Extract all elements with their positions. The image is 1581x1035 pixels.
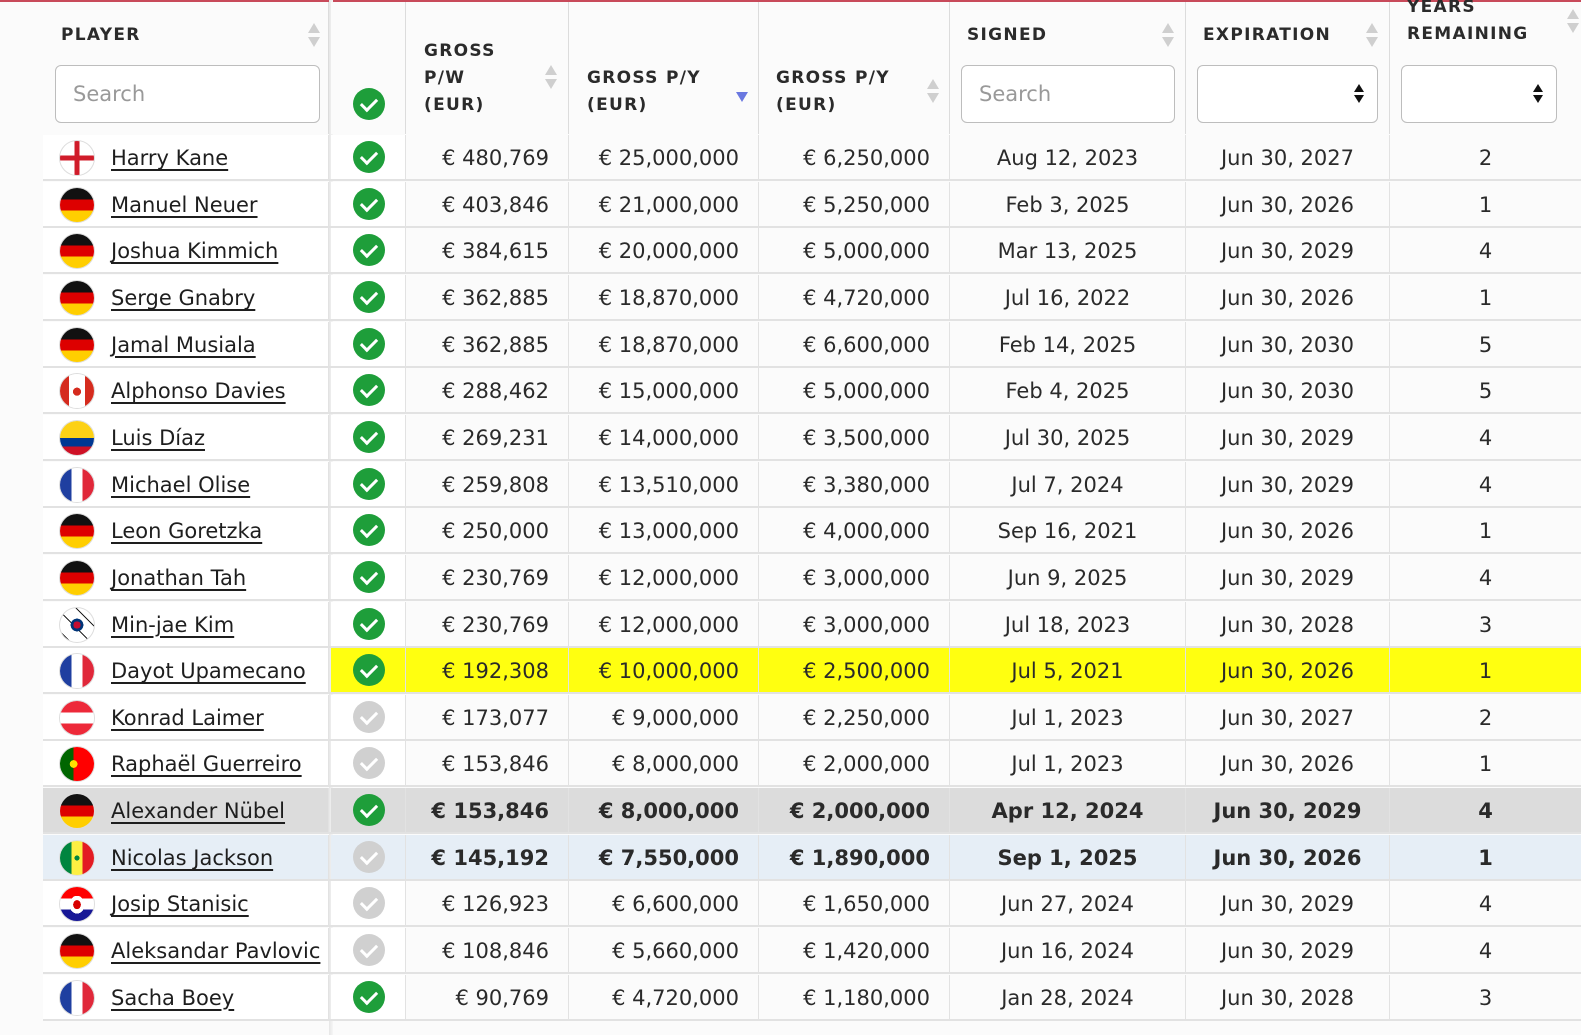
check-icon[interactable] [353, 514, 385, 546]
check-cell [331, 602, 406, 646]
signed-cell: Aug 12, 2023 [950, 135, 1186, 179]
years-cell: 1 [1478, 192, 1493, 217]
player-cell [43, 508, 329, 552]
years-cell: 4 [1478, 425, 1493, 450]
colombia-flag-icon [60, 421, 94, 455]
expiration-cell: Jun 30, 2028 [1186, 975, 1390, 1019]
signed-cell: Sep 1, 2025 [950, 835, 1186, 879]
canada-flag-icon [60, 374, 94, 408]
germany-flag-icon [60, 281, 94, 315]
expiration-cell: Jun 30, 2030 [1186, 322, 1390, 366]
expiration-cell: Jun 30, 2029 [1186, 555, 1390, 599]
years-cell: 4 [1478, 892, 1493, 917]
gross-py2-cell: € 2,000,000 [759, 788, 950, 832]
player-name-link[interactable]: Luis Díaz [111, 425, 205, 450]
gross-pw-cell: € 362,885 [406, 322, 569, 366]
check-cell [331, 275, 406, 319]
gross-pw-cell: € 259,808 [406, 462, 569, 506]
check-icon[interactable] [353, 841, 385, 873]
expiration-cell: Jun 30, 2028 [1186, 602, 1390, 646]
header-gross-py-label [587, 65, 701, 119]
gross-py2-cell: € 2,500,000 [759, 648, 950, 692]
years-cell: 1 [1478, 285, 1493, 310]
table-row[interactable] [43, 881, 1581, 927]
gross-pw-cell: € 108,846 [406, 928, 569, 972]
gross-py-cell: € 5,660,000 [569, 928, 759, 972]
signed-cell: Feb 4, 2025 [950, 368, 1186, 412]
england-flag-icon [60, 141, 94, 175]
gross-py-cell: € 14,000,000 [569, 415, 759, 459]
player-cell [43, 462, 329, 506]
sort-player-icon[interactable] [308, 23, 320, 49]
header-check [331, 2, 406, 134]
check-cell [331, 788, 406, 832]
gross-py2-cell: € 3,000,000 [759, 602, 950, 646]
header-gross-py2-label [776, 65, 890, 119]
expiration-cell: Jun 30, 2029 [1186, 462, 1390, 506]
check-cell [331, 928, 406, 972]
gross-py-cell: € 10,000,000 [569, 648, 759, 692]
signed-cell: Jul 7, 2024 [950, 462, 1186, 506]
player-name-link[interactable]: Alphonso Davies [111, 379, 286, 404]
croatia-flag-icon [60, 887, 94, 921]
gross-py-cell: € 18,870,000 [569, 322, 759, 366]
check-cell [331, 881, 406, 925]
header-gross-py2-line1: GROSS P/Y [776, 68, 890, 88]
years-cell: 4 [1478, 565, 1493, 590]
header-gross-py2[interactable] [759, 2, 950, 134]
header-signed-label: SIGNED [967, 25, 1048, 45]
gross-py-cell: € 8,000,000 [569, 741, 759, 785]
header-gross-py-line2: (EUR) [587, 95, 648, 115]
gross-pw-cell: € 250,000 [406, 508, 569, 552]
signed-cell: Feb 3, 2025 [950, 182, 1186, 226]
player-name-link[interactable]: Raphaël Guerreiro [111, 752, 302, 777]
player-cell [43, 415, 329, 459]
sort-expiration-icon[interactable] [1366, 23, 1378, 49]
player-name-link[interactable]: Nicolas Jackson [111, 845, 274, 870]
check-icon[interactable] [353, 561, 385, 593]
years-cell: 1 [1390, 648, 1581, 692]
expiration-cell: Jun 30, 2026 [1186, 182, 1390, 226]
expiration-cell: Jun 30, 2027 [1186, 695, 1390, 739]
header-signed[interactable] [950, 2, 1186, 134]
germany-flag-icon [60, 934, 94, 968]
expiration-cell: Jun 30, 2029 [1186, 228, 1390, 272]
player-cell [43, 135, 329, 179]
table-row[interactable] [43, 182, 1581, 228]
gross-pw-cell: € 173,077 [406, 695, 569, 739]
gross-pw-cell: € 153,846 [406, 788, 569, 832]
player-cell [43, 182, 329, 226]
expiration-cell: Jun 30, 2029 [1186, 415, 1390, 459]
years-cell: 5 [1478, 332, 1493, 357]
player-cell [43, 788, 329, 832]
germany-flag-icon [60, 794, 94, 828]
expiration-cell: Jun 30, 2026 [1186, 508, 1390, 552]
check-cell [331, 415, 406, 459]
gross-py-cell: € 4,720,000 [569, 975, 759, 1019]
signed-cell: Mar 13, 2025 [950, 228, 1186, 272]
gross-py-cell: € 12,000,000 [569, 555, 759, 599]
years-select-arrow-icon [1533, 84, 1543, 104]
gross-pw-cell: € 153,846 [406, 741, 569, 785]
check-cell [331, 555, 406, 599]
header-gross-py2-line2: (EUR) [776, 95, 837, 115]
header-player-label: PLAYER [61, 25, 141, 45]
player-cell [43, 555, 329, 599]
check-cell [331, 228, 406, 272]
check-cell [331, 975, 406, 1019]
years-cell: 1 [1390, 835, 1581, 879]
check-icon[interactable] [353, 421, 385, 453]
france-flag-icon [60, 468, 94, 502]
check-icon[interactable] [353, 188, 385, 220]
check-icon[interactable] [353, 794, 385, 826]
gross-py-cell: € 13,510,000 [569, 462, 759, 506]
check-icon[interactable] [353, 934, 385, 966]
player-name-link[interactable]: Alexander Nübel [111, 799, 286, 824]
gross-pw-cell: € 269,231 [406, 415, 569, 459]
player-name-link[interactable]: Jamal Musiala [111, 332, 256, 357]
korea-flag-icon [60, 608, 94, 642]
table-row[interactable] [43, 928, 1581, 974]
gross-py-cell: € 6,600,000 [569, 881, 759, 925]
header-years-label [1407, 0, 1529, 48]
gross-py2-cell: € 5,250,000 [759, 182, 950, 226]
gross-py-cell: € 25,000,000 [569, 135, 759, 179]
sort-years-icon[interactable] [1567, 9, 1579, 35]
gross-py2-cell: € 4,000,000 [759, 508, 950, 552]
check-icon[interactable] [353, 654, 385, 686]
header-years-remaining[interactable] [1390, 2, 1581, 134]
gross-py2-cell: € 1,180,000 [759, 975, 950, 1019]
germany-flag-icon [60, 514, 94, 548]
table-row[interactable] [43, 368, 1581, 414]
portugal-flag-icon [60, 747, 94, 781]
check-icon[interactable] [353, 701, 385, 733]
player-cell [43, 835, 329, 879]
gross-py-cell: € 18,870,000 [569, 275, 759, 319]
table-row[interactable] [43, 508, 1581, 554]
expiration-cell: Jun 30, 2026 [1186, 741, 1390, 785]
player-cell [43, 881, 329, 925]
gross-py2-cell: € 1,650,000 [759, 881, 950, 925]
gross-pw-cell: € 288,462 [406, 368, 569, 412]
years-cell: 3 [1478, 612, 1493, 637]
player-cell [43, 228, 329, 272]
expiration-cell: Jun 30, 2026 [1186, 275, 1390, 319]
signed-cell: Jan 28, 2024 [950, 975, 1186, 1019]
signed-cell: Jul 1, 2023 [950, 741, 1186, 785]
signed-cell: Jun 16, 2024 [950, 928, 1186, 972]
check-icon[interactable] [353, 374, 385, 406]
header-expiration[interactable] [1186, 2, 1390, 134]
player-search-input[interactable] [55, 65, 320, 123]
gross-pw-cell: € 90,769 [406, 975, 569, 1019]
expiration-cell: Jun 30, 2030 [1186, 368, 1390, 412]
check-cell [331, 741, 406, 785]
table-row[interactable] [43, 602, 1581, 648]
player-name-link[interactable]: Min-jae Kim [111, 612, 235, 637]
signed-cell: Apr 12, 2024 [950, 788, 1186, 832]
expiration-select[interactable] [1197, 65, 1378, 123]
sort-gross-py-desc-icon[interactable] [736, 78, 748, 104]
player-name-link[interactable]: Aleksandar Pavlovic [111, 939, 321, 964]
check-icon[interactable] [353, 608, 385, 640]
signed-cell: Jul 5, 2021 [950, 648, 1186, 692]
gross-pw-cell: € 384,615 [406, 228, 569, 272]
player-cell [43, 602, 329, 646]
gross-py-cell: € 15,000,000 [569, 368, 759, 412]
check-icon[interactable] [353, 981, 385, 1013]
years-cell: 3 [1478, 985, 1493, 1010]
gross-py-cell: € 20,000,000 [569, 228, 759, 272]
check-icon[interactable] [353, 281, 385, 313]
check-cell [331, 462, 406, 506]
gross-py2-cell: € 3,380,000 [759, 462, 950, 506]
gross-py2-cell: € 1,420,000 [759, 928, 950, 972]
years-cell: 1 [1478, 752, 1493, 777]
gross-py-cell: € 12,000,000 [569, 602, 759, 646]
france-flag-icon [60, 654, 94, 688]
check-icon[interactable] [353, 468, 385, 500]
germany-flag-icon [60, 234, 94, 268]
signed-cell: Jul 18, 2023 [950, 602, 1186, 646]
check-cell [331, 648, 406, 692]
gross-pw-cell: € 403,846 [406, 182, 569, 226]
years-cell: 1 [1478, 519, 1493, 544]
table-row[interactable] [43, 695, 1581, 741]
check-cell [331, 835, 406, 879]
player-name-link[interactable]: Jonathan Tah [111, 565, 247, 590]
expiration-cell: Jun 30, 2029 [1186, 788, 1390, 832]
header-gross-pw[interactable] [406, 2, 569, 134]
table-row[interactable] [43, 741, 1581, 787]
header-gross-py-line1: GROSS P/Y [587, 68, 701, 88]
contracts-table [43, 0, 1581, 1035]
check-icon[interactable] [353, 234, 385, 266]
gross-py2-cell: € 5,000,000 [759, 368, 950, 412]
check-icon[interactable] [353, 887, 385, 919]
gross-py2-cell: € 2,250,000 [759, 695, 950, 739]
signed-cell: Jun 9, 2025 [950, 555, 1186, 599]
check-icon[interactable] [353, 747, 385, 779]
header-gross-pw-line2: P/W [424, 68, 466, 88]
gross-py2-cell: € 6,250,000 [759, 135, 950, 179]
gross-py-cell: € 9,000,000 [569, 695, 759, 739]
table-row[interactable] [43, 975, 1581, 1021]
header-check-icon[interactable] [353, 88, 385, 120]
table-row[interactable] [43, 555, 1581, 601]
table-row[interactable] [43, 275, 1581, 321]
check-icon[interactable] [353, 141, 385, 173]
table-row[interactable] [43, 648, 1581, 694]
gross-py-cell: € 8,000,000 [569, 788, 759, 832]
player-cell [43, 928, 329, 972]
expiration-select-arrow-icon [1354, 84, 1364, 104]
player-name-link[interactable]: Manuel Neuer [111, 192, 258, 217]
table-row[interactable] [43, 788, 1581, 834]
senegal-flag-icon [60, 841, 94, 875]
sort-gross-py2-icon[interactable] [927, 79, 939, 105]
check-cell [331, 508, 406, 552]
player-name-link[interactable]: Dayot Upamecano [111, 659, 306, 684]
signed-cell: Feb 14, 2025 [950, 322, 1186, 366]
austria-flag-icon [60, 701, 94, 735]
expiration-cell: Jun 30, 2029 [1186, 928, 1390, 972]
player-cell [43, 368, 329, 412]
header-years-line1: YEARS [1407, 0, 1476, 17]
years-cell: 4 [1390, 788, 1581, 832]
player-cell [43, 975, 329, 1019]
gross-py2-cell: € 4,720,000 [759, 275, 950, 319]
header-gross-pw-line1: GROSS [424, 41, 496, 61]
years-cell: 2 [1478, 705, 1493, 730]
years-cell: 2 [1478, 146, 1493, 170]
check-cell [331, 695, 406, 739]
gross-pw-cell: € 230,769 [406, 602, 569, 646]
years-cell: 5 [1478, 379, 1493, 404]
gross-pw-cell: € 145,192 [406, 835, 569, 879]
table-row[interactable] [43, 135, 1581, 181]
player-name-link[interactable]: Harry Kane [111, 146, 229, 170]
player-name-link[interactable]: Serge Gnabry [111, 285, 256, 310]
gross-pw-cell: € 230,769 [406, 555, 569, 599]
sort-signed-icon[interactable] [1162, 23, 1174, 49]
header-gross-pw-label [424, 38, 496, 119]
gross-py-cell: € 7,550,000 [569, 835, 759, 879]
header-player[interactable] [43, 2, 329, 134]
gross-pw-cell: € 480,769 [406, 135, 569, 179]
check-cell [331, 182, 406, 226]
years-cell: 4 [1478, 472, 1493, 497]
player-cell [43, 275, 329, 319]
player-cell [43, 322, 329, 366]
expiration-cell: Jun 30, 2027 [1186, 135, 1390, 179]
years-select[interactable] [1401, 65, 1557, 123]
signed-cell: Jun 27, 2024 [950, 881, 1186, 925]
gross-py2-cell: € 2,000,000 [759, 741, 950, 785]
player-name-link[interactable]: Leon Goretzka [111, 519, 263, 544]
gross-py2-cell: € 6,600,000 [759, 322, 950, 366]
player-cell [43, 741, 329, 785]
table-row[interactable] [43, 835, 1581, 881]
gross-py2-cell: € 1,890,000 [759, 835, 950, 879]
gross-py-cell: € 13,000,000 [569, 508, 759, 552]
signed-cell: Sep 16, 2021 [950, 508, 1186, 552]
signed-cell: Jul 1, 2023 [950, 695, 1186, 739]
player-name-link[interactable]: Konrad Laimer [111, 705, 264, 730]
table-row[interactable] [43, 228, 1581, 274]
header-years-line2: REMAINING [1407, 24, 1529, 44]
player-name-link[interactable]: Joshua Kimmich [111, 239, 279, 264]
gross-pw-cell: € 362,885 [406, 275, 569, 319]
gross-pw-cell: € 192,308 [406, 648, 569, 692]
france-flag-icon [60, 981, 94, 1015]
gross-py2-cell: € 3,500,000 [759, 415, 950, 459]
signed-cell: Jul 30, 2025 [950, 415, 1186, 459]
table-row[interactable] [43, 322, 1581, 368]
years-cell: 4 [1478, 239, 1493, 264]
gross-py2-cell: € 3,000,000 [759, 555, 950, 599]
header-gross-py[interactable] [569, 2, 759, 134]
signed-search-input[interactable] [961, 65, 1175, 123]
expiration-cell: Jun 30, 2029 [1186, 881, 1390, 925]
check-cell [331, 368, 406, 412]
check-icon[interactable] [353, 328, 385, 360]
check-cell [331, 135, 406, 179]
player-name-link[interactable]: Sacha Boey [111, 985, 235, 1010]
player-cell [43, 695, 329, 739]
germany-flag-icon [60, 561, 94, 595]
table-row[interactable] [43, 415, 1581, 461]
sort-gross-pw-icon[interactable] [545, 65, 557, 91]
years-cell: 4 [1478, 939, 1493, 964]
germany-flag-icon [60, 328, 94, 362]
gross-pw-cell: € 126,923 [406, 881, 569, 925]
expiration-cell: Jun 30, 2026 [1186, 648, 1390, 692]
player-name-link[interactable]: Josip Stanisic [111, 892, 249, 917]
gross-py2-cell: € 5,000,000 [759, 228, 950, 272]
check-cell [331, 322, 406, 366]
player-name-link[interactable]: Michael Olise [111, 472, 251, 497]
signed-cell: Jul 16, 2022 [950, 275, 1186, 319]
table-row[interactable] [43, 462, 1581, 508]
germany-flag-icon [60, 188, 94, 222]
header-expiration-label: EXPIRATION [1203, 25, 1332, 45]
expiration-cell: Jun 30, 2026 [1186, 835, 1390, 879]
player-cell [43, 648, 329, 692]
header-gross-pw-line3: (EUR) [424, 95, 485, 115]
gross-py-cell: € 21,000,000 [569, 182, 759, 226]
